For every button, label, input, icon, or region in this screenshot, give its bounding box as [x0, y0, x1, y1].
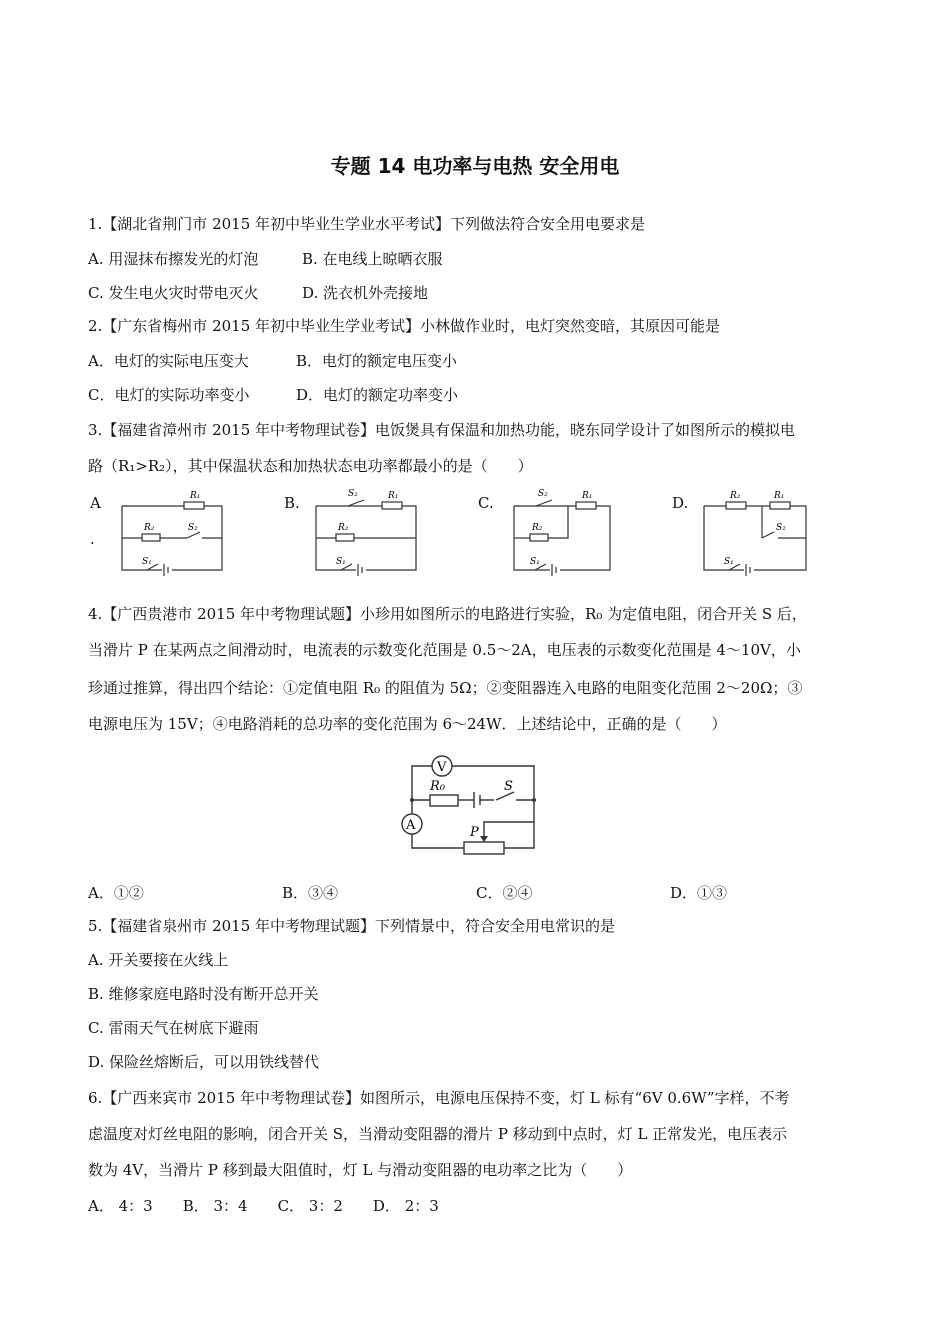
q3d-s2-label: S₂ [776, 523, 786, 533]
q4-r0-label: R₀ [430, 779, 445, 794]
q3-stem-line2: 路（R₁>R₂），其中保温状态和加热状态电功率都最小的是（ ） [88, 457, 533, 475]
q4-option-b: B．③④ [282, 884, 339, 902]
q4-s-label: S [504, 779, 513, 794]
q5-stem: 5.【福建省泉州市 2015 年中考物理试题】下列情景中，符合安全用电常识的是 [88, 917, 616, 935]
q4-line2: 当滑片 P 在某两点之间滑动时，电流表的示数变化范围是 0.5～2A，电压表的示数变化范围是 4～10V，小 [88, 641, 801, 659]
q3a-r2-label: R₂ [144, 523, 155, 533]
q3b-s2-label: S₂ [348, 489, 358, 499]
q3a-s2-label: S₂ [188, 523, 198, 533]
q3-circuit-c [500, 486, 620, 578]
q3c-s1-label: S₁ [530, 557, 540, 567]
q6-line1: 6.【广西来宾市 2015 年中考物理试卷】如图所示，电源电压保持不变，灯 L 标有“6V 0.6W”字样，不考 [88, 1089, 790, 1107]
q4-line3: 珍通过推算，得出四个结论：①定值电阻 R₀ 的阻值为 5Ω；②变阻器连入电路的电阻变化范围 2～20Ω；③ [88, 679, 803, 697]
q2-option-c: C．电灯的实际功率变小 [88, 386, 250, 404]
q4-line1: 4.【广西贵港市 2015 年中考物理试题】小珍用如图所示的电路进行实验，R₀ 为定值电阻，闭合开关 S 后， [88, 605, 807, 623]
q3-option-b-label: B. [284, 494, 300, 512]
q3-option-c-label: C. [478, 494, 494, 512]
q2-stem: 2.【广东省梅州市 2015 年初中毕业生学业考试】小林做作业时，电灯突然变暗，其原因可能是 [88, 317, 721, 335]
q3-option-d-label: D. [672, 494, 689, 512]
q3-option-a-dot: . [90, 530, 95, 548]
q3b-s1-label: S₁ [336, 557, 346, 567]
q5-option-c: C. 雷雨天气在树底下避雨 [88, 1019, 259, 1037]
q3-circuit-a [112, 486, 232, 578]
q4-option-a: A．①② [88, 884, 144, 902]
q1-option-b: B. 在电线上晾晒衣服 [302, 250, 443, 268]
q2-option-d: D．电灯的额定功率变小 [296, 386, 459, 404]
q3b-r1-label: R₁ [388, 491, 399, 501]
q3d-s1-label: S₁ [724, 557, 734, 567]
q3a-s1-label: S₁ [142, 557, 152, 567]
q6-line2: 虑温度对灯丝电阻的影响，闭合开关 S，当滑动变阻器的滑片 P 移动到中点时，灯 L 正常发光，电压表示 [88, 1125, 788, 1143]
q6-options: A． 4：3 B． 3：4 C． 3：2 D． 2：3 [88, 1197, 439, 1215]
q4-ammeter-label: A [406, 818, 416, 833]
q3d-r2-label: R₂ [730, 491, 741, 501]
q3c-r1-label: R₁ [582, 491, 593, 501]
q5-option-a: A. 开关要接在火线上 [88, 951, 229, 969]
q4-line4: 电源电压为 15V；④电路消耗的总功率的变化范围为 6～24W．上述结论中，正确的是（ ） [88, 715, 727, 733]
q3d-r1-label: R₁ [774, 491, 785, 501]
q3-circuit-b [306, 486, 426, 578]
q4-option-c: C．②④ [476, 884, 533, 902]
q3-circuit-d [694, 486, 814, 578]
q5-option-b: B. 维修家庭电路时没有断开总开关 [88, 985, 319, 1003]
q4-option-d: D．①③ [670, 884, 728, 902]
q3-stem-line1: 3.【福建省漳州市 2015 年中考物理试卷】电饭煲具有保温和加热功能，晓东同学设计了如图所示的模拟电 [88, 421, 796, 439]
q4-p-label: P [470, 825, 479, 840]
q3c-r2-label: R₂ [532, 523, 543, 533]
q6-line3: 数为 4V，当滑片 P 移到最大阻值时，灯 L 与滑动变阻器的电功率之比为（ ） [88, 1161, 633, 1179]
q1-option-a: A. 用湿抹布擦发光的灯泡 [88, 250, 259, 268]
q3c-s2-label: S₂ [538, 489, 548, 499]
q2-option-a: A．电灯的实际电压变大 [88, 352, 249, 370]
page-title: 专题 14 电功率与电热 安全用电 [330, 154, 620, 178]
q2-option-b: B．电灯的额定电压变小 [296, 352, 458, 370]
q5-option-d: D. 保险丝熔断后，可以用铁线替代 [88, 1053, 320, 1071]
q4-voltmeter-label: V [437, 760, 447, 775]
q1-stem: 1.【湖北省荆门市 2015 年初中毕业生学业水平考试】下列做法符合安全用电要求是 [88, 215, 646, 233]
q3-option-a-label: A [90, 494, 101, 512]
q4-circuit-diagram [394, 752, 550, 856]
q3b-r2-label: R₂ [338, 523, 349, 533]
q1-option-d: D. 洗衣机外壳接地 [302, 284, 429, 302]
q1-option-c: C. 发生电火灾时带电灭火 [88, 284, 259, 302]
q3a-r1-label: R₁ [190, 491, 201, 501]
